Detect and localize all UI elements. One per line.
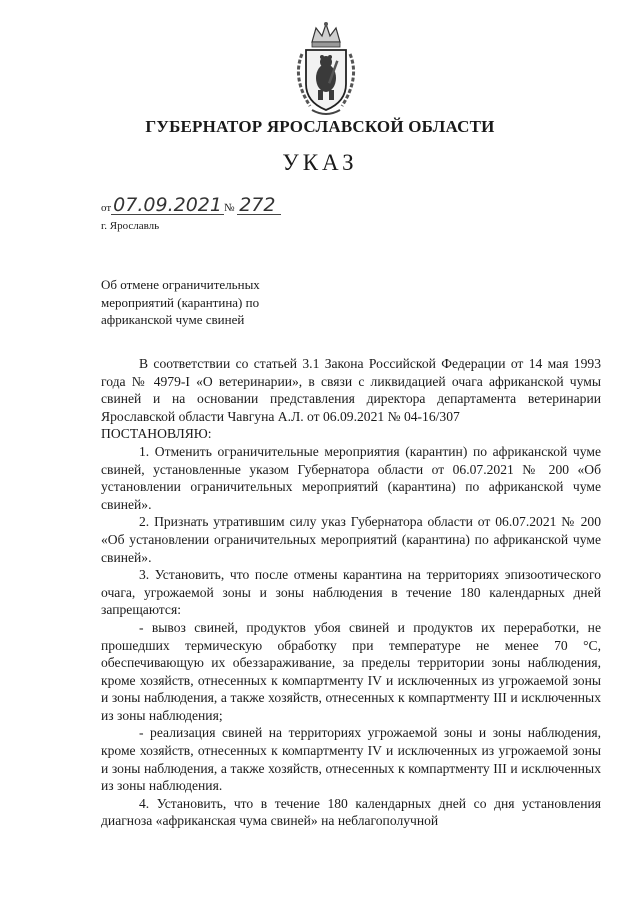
item-3-subitem-b: - реализация свиней на территориях угрожаемой зоны и зоны наблюдения, кроме хозяйств, отнесенных к компартменту IV и исключенных из угрожаемой зоны и зоны наблюдения, а также хозяйств, отнесенных к компартменту III и исключенных из зоны наблюдения. bbox=[101, 725, 601, 794]
item-3-subitem-a: - вывоз свиней, продуктов убоя свиней и продуктов их переработки, не прошедших термическую обработку при температуре не менее 70 °С, обеспечивающую их обеззараживание, за пределы территории зоны наблюдения, кроме хозяйств, отнесенных к компартменту IV и исключенных из угрожаемой зоны и зоны наблюдения, а также хозяйств, отнесенных к компартменту III и исключенных из зоны наблюдения; bbox=[101, 619, 601, 723]
document-body bbox=[101, 355, 601, 830]
city-line: г. Ярославль bbox=[101, 220, 160, 232]
document-subject bbox=[101, 276, 301, 329]
date-number-line bbox=[101, 196, 281, 215]
subject-line: мероприятий (карантина) по bbox=[101, 294, 260, 310]
item-4-paragraph: 4. Установить, что в течение 180 календарных дней со дня установления диагноза «африканская чума свиней» на неблагополучной bbox=[101, 795, 601, 829]
preamble-paragraph: В соответствии со статьей 3.1 Закона Российской Федерации от 14 мая 1993 года № 4979-I «О ветеринарии», в связи с ликвидацией очага африканской чумы свиней и на основании представления директора департамента ветеринарии Ярославской области Чавгуна А.Л. от 06.09.2021 № 04-16/307 bbox=[101, 356, 601, 424]
issuing-authority: ГУБЕРНАТОР ЯРОСЛАВСКОЙ ОБЛАСТИ bbox=[145, 117, 495, 136]
number-prefix: № bbox=[223, 202, 235, 214]
item-2-paragraph: 2. Признать утратившим силу указ Губернатора области от 06.07.2021 № 200 «Об установлении ограничительных мероприятий (карантина) по африканской чуме свиней». bbox=[101, 514, 601, 565]
handwritten-number: 272 bbox=[237, 196, 281, 215]
resolve-heading: ПОСТАНОВЛЯЮ: bbox=[101, 426, 212, 442]
handwritten-date: 07.09.2021 bbox=[113, 194, 222, 216]
item-3-paragraph: 3. Установить, что после отмены карантина на территориях эпизоотического очага, угрожаемой зоны и зоны наблюдения в течение 180 календарных дней запрещаются: bbox=[101, 567, 601, 618]
subject-line: Об отмене ограничительных bbox=[101, 277, 260, 292]
item-1-paragraph: 1. Отменить ограничительные мероприятия (карантин) по африканской чуме свиней, установленные указом Губернатора области от 06.07.2021 № 200 «Об установлении ограничительных мероприятий (карантина) по африканской чуме свиней». bbox=[101, 443, 601, 512]
subject-line: африканской чуме свиней bbox=[101, 312, 245, 327]
document-type: УКАЗ bbox=[282, 150, 358, 175]
date-prefix: от bbox=[101, 202, 112, 214]
coat-of-arms-emblem bbox=[286, 20, 366, 120]
